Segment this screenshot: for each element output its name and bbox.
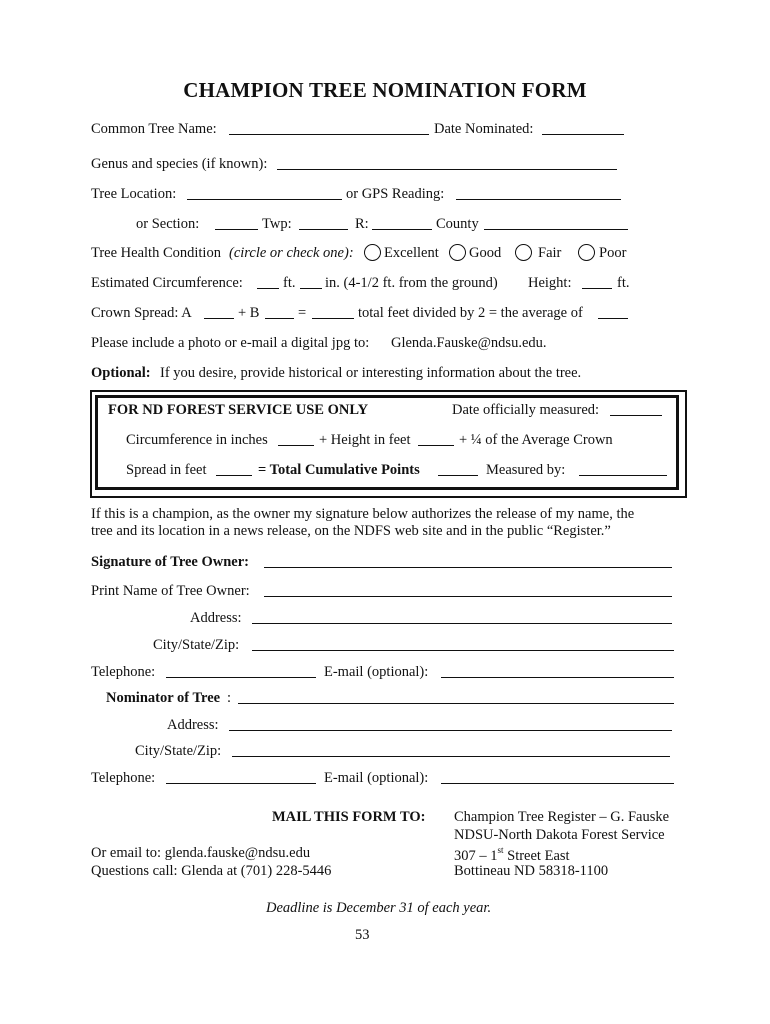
owner-signature-label: Signature of Tree Owner: (91, 554, 250, 570)
consent-line-2: tree and its location in a news release, on the NDFS web site and in the public “Register.” (91, 523, 611, 539)
gps-field[interactable] (456, 187, 621, 200)
good-radio[interactable] (449, 244, 466, 261)
twp-label: Twp: (262, 216, 292, 232)
crown-total-field[interactable] (312, 306, 354, 319)
box-circumference-label: Circumference in inches (126, 432, 268, 448)
questions-line: Questions call: Glenda at (701) 228-5446 (91, 863, 332, 879)
circumference-in-unit: in. (4-1/2 ft. from the ground) (325, 275, 498, 291)
section-field[interactable] (215, 217, 258, 230)
crown-b-label: + B (238, 305, 260, 321)
excellent-label: Excellent (384, 245, 439, 261)
nominator-name-field[interactable] (238, 691, 674, 704)
height-label: Height: (528, 275, 572, 291)
crown-average-field[interactable] (598, 306, 628, 319)
owner-print-name-field[interactable] (264, 584, 672, 597)
gps-label: or GPS Reading: (346, 186, 445, 202)
health-hint: (circle or check one): (229, 245, 354, 261)
crown-equals: = (298, 305, 307, 321)
crown-rest-label: total feet divided by 2 = the average of (358, 305, 583, 321)
mail-address-line-2: NDSU-North Dakota Forest Service (454, 827, 665, 843)
box-total-label: = Total Cumulative Points (258, 462, 420, 478)
poor-label: Poor (599, 245, 627, 261)
owner-email-field[interactable] (441, 665, 674, 678)
nominator-colon: : (227, 690, 232, 706)
location-label: Tree Location: (91, 186, 177, 202)
email-to-line: Or email to: glenda.fauske@ndsu.edu (91, 845, 311, 861)
nominator-address-label: Address: (167, 717, 219, 733)
owner-address-field[interactable] (252, 611, 672, 624)
nominator-city-label: City/State/Zip: (135, 743, 222, 759)
owner-city-field[interactable] (252, 638, 674, 651)
deadline-note: Deadline is December 31 of each year. (266, 900, 492, 916)
circumference-ft-unit: ft. (283, 275, 296, 291)
genus-field[interactable] (277, 157, 617, 170)
photo-instruction: Please include a photo or e-mail a digital jpg to: (91, 335, 370, 351)
section-label: or Section: (136, 216, 200, 232)
mail-address-line-3 (454, 846, 570, 864)
circumference-in-field[interactable] (300, 276, 322, 289)
optional-text: If you desire, provide historical or interesting information about the tree. (160, 365, 582, 381)
location-field[interactable] (187, 187, 342, 200)
twp-field[interactable] (299, 217, 348, 230)
official-use-heading: FOR ND FOREST SERVICE USE ONLY (108, 402, 369, 418)
crown-a-label: Crown Spread: A (91, 305, 192, 321)
fair-radio[interactable] (515, 244, 532, 261)
range-field[interactable] (372, 217, 432, 230)
range-label: R: (355, 216, 369, 232)
fair-label: Fair (538, 245, 562, 261)
page-title: CHAMPION TREE NOMINATION FORM (183, 78, 587, 102)
county-label: County (436, 216, 479, 232)
owner-print-name-label: Print Name of Tree Owner: (91, 583, 250, 599)
owner-telephone-label: Telephone: (91, 664, 156, 680)
mail-address-superscript: st (497, 845, 504, 855)
consent-line-1: If this is a champion, as the owner my signature below authorizes the release of my name, the (91, 506, 635, 522)
excellent-radio[interactable] (364, 244, 381, 261)
common-name-label: Common Tree Name: (91, 121, 217, 137)
genus-label: Genus and species (if known): (91, 156, 268, 172)
nominator-email-field[interactable] (441, 771, 674, 784)
page-number: 53 (355, 927, 370, 943)
box-circumference-field[interactable] (278, 433, 314, 446)
nominator-email-label: E-mail (optional): (324, 770, 429, 786)
owner-address-label: Address: (190, 610, 242, 626)
photo-email: Glenda.Fauske@ndsu.edu. (391, 335, 547, 351)
circumference-ft-field[interactable] (257, 276, 279, 289)
mail-address-number: 307 – 1 (454, 848, 498, 864)
nominator-address-field[interactable] (229, 718, 672, 731)
height-unit: ft. (617, 275, 630, 291)
mail-label: MAIL THIS FORM TO: (272, 809, 426, 825)
date-measured-field[interactable] (610, 403, 662, 416)
common-name-field[interactable] (229, 122, 429, 135)
health-label: Tree Health Condition (91, 245, 221, 261)
poor-radio[interactable] (578, 244, 595, 261)
owner-telephone-field[interactable] (166, 665, 316, 678)
box-total-field[interactable] (438, 463, 478, 476)
box-height-field[interactable] (418, 433, 454, 446)
mail-address-line-1: Champion Tree Register – G. Fauske (454, 809, 670, 825)
mail-address-line-4: Bottineau ND 58318-1100 (454, 863, 609, 879)
date-nominated-field[interactable] (542, 122, 624, 135)
date-measured-label: Date officially measured: (452, 402, 600, 418)
owner-signature-field[interactable] (264, 555, 672, 568)
nominator-label: Nominator of Tree (106, 690, 221, 706)
date-nominated-label: Date Nominated: (434, 121, 534, 137)
optional-label: Optional: (91, 365, 151, 381)
box-measured-by-field[interactable] (579, 463, 667, 476)
box-spread-label: Spread in feet (126, 462, 207, 478)
height-field[interactable] (582, 276, 612, 289)
owner-city-label: City/State/Zip: (153, 637, 240, 653)
county-field[interactable] (484, 217, 628, 230)
crown-b-field[interactable] (265, 306, 294, 319)
good-label: Good (469, 245, 502, 261)
owner-email-label: E-mail (optional): (324, 664, 429, 680)
box-spread-field[interactable] (216, 463, 252, 476)
circumference-label: Estimated Circumference: (91, 275, 243, 291)
box-crown-label: + ¼ of the Average Crown (459, 432, 613, 448)
box-height-label: + Height in feet (319, 432, 411, 448)
mail-address-street: Street East (503, 848, 570, 864)
nominator-city-field[interactable] (232, 744, 670, 757)
nominator-telephone-label: Telephone: (91, 770, 156, 786)
nominator-telephone-field[interactable] (166, 771, 316, 784)
crown-a-field[interactable] (204, 306, 234, 319)
box-measured-by-label: Measured by: (486, 462, 566, 478)
